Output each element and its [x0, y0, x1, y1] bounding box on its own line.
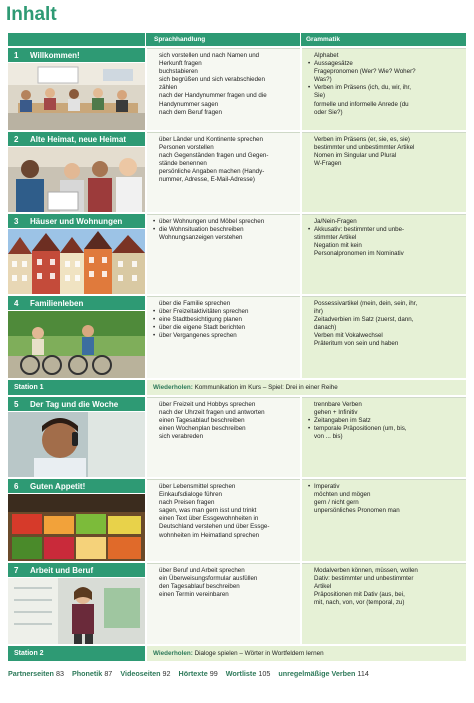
station-label[interactable]: Station 1	[8, 380, 145, 395]
list-item: • temporale Präpositionen (um, bis,	[308, 425, 464, 433]
list-item: sich begrüßen und sich verabschieden	[159, 76, 265, 84]
unit-title-bar[interactable]	[8, 48, 145, 62]
list-item: • Zeitangaben im Satz	[308, 417, 464, 425]
unit-row-4	[8, 296, 466, 378]
sprachhandlung-list	[153, 52, 298, 117]
list-item: einen Tagesablauf beschreiben	[159, 417, 245, 425]
list-item: einen Text über Essgewohnheiten in	[159, 515, 259, 523]
list-item: über Lebensmittel sprechen	[159, 483, 236, 490]
grammatik-list	[308, 483, 464, 515]
sprachhandlung-list	[153, 567, 298, 599]
grammatik-list	[308, 136, 464, 168]
grammatik-list	[308, 401, 464, 441]
list-item: stimmter Artikel	[314, 234, 357, 242]
unit-row-5	[8, 397, 466, 477]
list-item: Was?)	[314, 76, 332, 84]
unit-row-3	[8, 214, 466, 294]
list-item: mit, nach, von, vor (temporal, zu)	[314, 599, 405, 607]
unit-number: 1	[14, 51, 19, 60]
sprachhandlung-cell	[147, 48, 300, 130]
sprachhandlung-cell	[147, 296, 300, 378]
grammatik-cell	[302, 563, 466, 644]
list-item: Artikel	[314, 583, 332, 591]
sprachhandlung-list	[153, 218, 298, 242]
list-item: nach Preisen fragen	[159, 499, 215, 507]
list-item: nach dem Beruf fragen	[159, 108, 222, 116]
list-item: trennbare Verben	[314, 401, 362, 408]
grammatik-list	[308, 300, 464, 349]
list-item: über Freizeit und Hobbys sprechen	[159, 401, 256, 408]
list-item: Modalverben können, müssen, wollen	[314, 567, 418, 574]
list-item: Wohnungsanzeigen verstehen	[159, 234, 243, 242]
list-item: • Akkusativ: bestimmter und unbe-	[308, 226, 464, 234]
sprachhandlung-list	[153, 401, 298, 441]
list-item: sich vorstellen und nach Namen und	[159, 52, 260, 59]
footer-link-wortliste[interactable]: Wortliste 105	[225, 669, 271, 678]
grammatik-cell	[302, 479, 466, 561]
list-item: • über Freizeitaktivitäten sprechen	[153, 308, 298, 316]
station-text	[147, 380, 466, 395]
table-header	[8, 33, 466, 46]
list-item: oder Sie?)	[314, 108, 343, 116]
sprachhandlung-list	[153, 136, 298, 185]
list-item: gehen + Infinitiv	[314, 409, 358, 417]
list-item: Verben im Präsens (er, sie, es, sie)	[314, 136, 410, 143]
list-item: Negation mit kein	[314, 242, 362, 250]
list-item: • Aussagesätze	[308, 60, 464, 68]
unit-title: Familienleben	[30, 299, 84, 308]
unit-row-7	[8, 563, 466, 644]
list-item: Alphabet	[314, 52, 339, 59]
list-item: über Länder und Kontinente sprechen	[159, 136, 263, 143]
list-item: Personalpronomen im Nominativ	[314, 250, 404, 258]
unit-photo-people	[8, 147, 145, 212]
list-item: Präteritum von sein und haben	[314, 340, 399, 348]
list-item: möchten und mögen	[314, 491, 371, 499]
header-grammatik: Grammatik	[306, 36, 340, 43]
unit-title-bar[interactable]	[8, 214, 145, 228]
list-item: Nomen im Singular und Plural	[314, 152, 397, 160]
unit-row-6	[8, 479, 466, 561]
station-description: Kommunikation im Kurs – Spiel: Drei in einer Reihe	[194, 384, 338, 391]
unit-number: 3	[14, 217, 19, 226]
list-item: buchstabieren	[159, 68, 198, 76]
unit-photo-cyclists	[8, 311, 145, 378]
list-item: den Tagesablauf beschreiben	[159, 583, 240, 591]
grammatik-cell	[302, 397, 466, 477]
unit-photo-classroom	[8, 63, 145, 130]
footer-link-unregelmaessige-verben[interactable]: unregelmäßige Verben 114	[278, 669, 369, 678]
unit-title: Guten Appetit!	[30, 482, 86, 491]
list-item: über die Familie sprechen	[159, 300, 231, 307]
list-item: • über Wohnungen und Möbel sprechen	[153, 218, 298, 226]
sprachhandlung-list	[153, 300, 298, 340]
list-item: nach Gegenständen fragen und Gegen-	[159, 152, 269, 160]
unit-title: Der Tag und die Woche	[30, 400, 119, 409]
unit-title: Alte Heimat, neue Heimat	[30, 135, 127, 144]
grammatik-cell	[302, 214, 466, 294]
list-item: Sie)	[314, 92, 326, 100]
list-item: Possessivartikel (mein, dein, sein, ihr,	[314, 300, 418, 307]
list-item: nummer, Adresse, E-Mail-Adresse)	[159, 176, 255, 184]
unit-row-1	[8, 48, 466, 130]
list-item: • über die eigene Stadt berichten	[153, 324, 298, 332]
list-item: wohnheiten im Heimatland sprechen	[159, 531, 260, 539]
list-item: nach der Uhrzeit fragen und antworten	[159, 409, 265, 417]
list-item: Ja/Nein-Fragen	[314, 218, 357, 225]
list-item: Deutschland verstehen und über Essge-	[159, 523, 270, 531]
sprachhandlung-cell	[147, 132, 300, 212]
list-item: Fragepronomen (Wer? Wie? Woher?	[314, 68, 416, 76]
list-item: über Beruf und Arbeit sprechen	[159, 567, 245, 574]
wiederholen-label: Wiederholen:	[153, 384, 193, 391]
unit-title: Arbeit und Beruf	[30, 566, 94, 575]
list-item: • Verben im Präsens (ich, du, wir, ihr,	[308, 84, 464, 92]
sprachhandlung-cell	[147, 397, 300, 477]
list-item: gern / nicht gern	[314, 499, 359, 507]
footer-link-partnerseiten[interactable]: Partnerseiten 83	[8, 669, 64, 678]
header-sprachhandlung: Sprachhandlung	[154, 36, 206, 43]
station-row-2	[8, 646, 466, 661]
list-item: formelle und informelle Anrede (du	[314, 100, 409, 108]
grammatik-list	[308, 567, 464, 607]
list-item: Verben mit Vokalwechsel	[314, 332, 383, 340]
unit-photo-market	[8, 494, 145, 561]
unit-title: Häuser und Wohnungen	[30, 217, 123, 226]
unit-title-bar[interactable]	[8, 563, 145, 577]
list-item: bestimmter und unbestimmter Artikel	[314, 144, 415, 152]
unit-number: 5	[14, 400, 19, 409]
unit-photo-office	[8, 578, 145, 644]
list-item: von ... bis)	[314, 433, 343, 441]
unit-number: 6	[14, 482, 19, 491]
list-item: Einkaufsdialoge führen	[159, 491, 222, 499]
list-item: • Imperativ	[308, 483, 464, 491]
unit-number: 4	[14, 299, 19, 308]
footer-links	[8, 669, 466, 678]
list-item: Dativ: bestimmter und unbestimmter	[314, 575, 414, 583]
unit-number: 7	[14, 566, 19, 575]
list-item: danach)	[314, 324, 337, 332]
list-item: einen Wochenplan beschreiben	[159, 425, 246, 433]
list-item: Herkunft fragen	[159, 60, 202, 68]
unit-photo-houses	[8, 229, 145, 294]
sprachhandlung-cell	[147, 214, 300, 294]
sprachhandlung-cell	[147, 563, 300, 644]
list-item: nach der Handynummer fragen und die	[159, 92, 267, 100]
station-description: Dialoge spielen – Wörter in Wortfeldern lernen	[194, 650, 324, 657]
list-item: • eine Stadtbesichtigung planen	[153, 316, 298, 324]
list-item: Präpositionen mit Dativ (aus, bei,	[314, 591, 405, 599]
list-item: Zeitadverbien im Satz (zuerst, dann,	[314, 316, 414, 324]
station-row-1	[8, 380, 466, 395]
grammatik-cell	[302, 48, 466, 130]
list-item: sagen, was man gern isst und trinkt	[159, 507, 257, 515]
list-item: • über Vergangenes sprechen	[153, 332, 298, 340]
list-item: W-Fragen	[314, 160, 342, 168]
unit-photo-phone-man	[8, 412, 145, 477]
list-item: Handynummer sagen	[159, 100, 219, 108]
list-item: persönliche Angaben machen (Handy-	[159, 168, 265, 176]
unit-title: Willkommen!	[30, 51, 80, 60]
unit-title-bar[interactable]	[8, 132, 145, 146]
list-item: stände benennen	[159, 160, 207, 168]
unit-title-bar[interactable]	[8, 479, 145, 493]
unit-number: 2	[14, 135, 19, 144]
list-item: • die Wohnsituation beschreiben	[153, 226, 298, 234]
grammatik-cell	[302, 296, 466, 378]
list-item: zählen	[159, 84, 178, 92]
sprachhandlung-list	[153, 483, 298, 540]
sprachhandlung-cell	[147, 479, 300, 561]
grammatik-cell	[302, 132, 466, 212]
page-title: Inhalt	[6, 4, 57, 25]
footer-link-videoseiten[interactable]: Videoseiten 92	[120, 669, 171, 678]
station-text	[147, 646, 466, 661]
list-item: ein Überweisungsformular ausfüllen	[159, 575, 258, 583]
unit-row-2	[8, 132, 466, 212]
list-item: einen Termin vereinbaren	[159, 591, 229, 599]
wiederholen-label: Wiederholen:	[153, 650, 193, 657]
list-item: unpersönliches Pronomen man	[314, 507, 400, 515]
station-label[interactable]: Station 2	[8, 646, 145, 661]
list-item: ihr)	[314, 308, 323, 316]
footer-link-hoertexte[interactable]: Hörtexte 99	[178, 669, 218, 678]
grammatik-list	[308, 52, 464, 117]
footer-link-phonetik[interactable]: Phonetik 87	[71, 669, 113, 678]
list-item: Personen vorstellen	[159, 144, 214, 152]
grammatik-list	[308, 218, 464, 258]
unit-title-bar[interactable]	[8, 296, 145, 310]
unit-title-bar[interactable]	[8, 397, 145, 411]
list-item: sich verabreden	[159, 433, 204, 441]
